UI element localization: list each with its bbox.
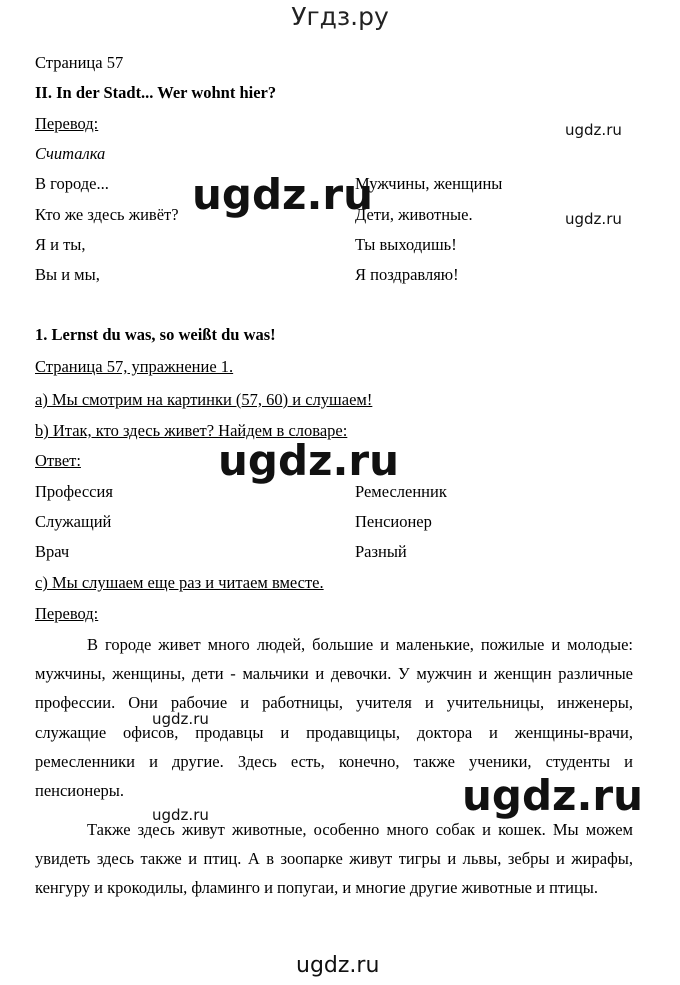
word-right: Разный <box>355 542 407 561</box>
poem-line-left: Вы и мы, <box>35 265 100 284</box>
page-label: Страница 57 <box>35 53 124 72</box>
watermark: ugdz.ru <box>192 170 374 219</box>
watermark: ugdz.ru <box>218 436 400 485</box>
word-left: Врач <box>35 542 70 561</box>
word-left: Служащий <box>35 512 112 531</box>
poem-title: Считалка <box>35 144 106 163</box>
exercise-title: 1. Lernst du was, so weißt du was! <box>35 325 276 344</box>
word-left: Профессия <box>35 482 113 501</box>
word-right: Ремесленник <box>355 482 447 501</box>
poem-line-right: Я поздравляю! <box>355 265 459 284</box>
exercise-ref: Страница 57, упражнение 1. <box>35 357 234 376</box>
poem-line-right: Мужчины, женщины <box>355 174 503 193</box>
watermark: ugdz.ru <box>296 953 380 978</box>
task-a: a) Мы смотрим на картинки (57, 60) и слушаем! <box>35 390 373 409</box>
answer-label: Ответ: <box>35 451 81 470</box>
watermark: ugdz.ru <box>152 806 209 824</box>
translation-paragraph-1: В городе живет много людей, большие и маленькие, пожилые и молодые: мужчины, женщины, дети - мальчики и девочки. У мужчин и женщин различные профессии. Они рабочие и работницы, учителя и учительницы, инженеры, служащие офисов, продавцы и продавщицы, доктора и женщины-врачи, ремесленники и другие. Здесь есть, конечно, также ученики, студенты и пенсионеры. <box>35 635 633 801</box>
poem-line-left: В городе... <box>35 174 109 193</box>
watermark: ugdz.ru <box>565 210 622 228</box>
site-title: Угдз.ру <box>291 2 389 31</box>
task-c: c) Мы слушаем еще раз и читаем вместе. <box>35 573 324 592</box>
watermark: ugdz.ru <box>152 710 209 728</box>
task-b: b) Итак, кто здесь живет? Найдем в словаре: <box>35 421 348 440</box>
poem-line-right: Дети, животные. <box>355 205 473 224</box>
text-translation-label: Перевод: <box>35 604 99 623</box>
section-title: II. In der Stadt... Wer wohnt hier? <box>35 83 277 102</box>
poem-line-right: Ты выходишь! <box>355 235 457 254</box>
watermark: ugdz.ru <box>462 771 644 820</box>
poem-line-left: Я и ты, <box>35 235 86 254</box>
poem-translation-label: Перевод: <box>35 114 99 133</box>
watermark: ugdz.ru <box>565 121 622 139</box>
word-right: Пенсионер <box>355 512 432 531</box>
poem-line-left: Кто же здесь живёт? <box>35 205 179 224</box>
translation-paragraph-2: Также здесь живут животные, особенно много собак и кошек. Мы можем увидеть здесь также и птиц. А в зоопарке живут тигры и львы, зебры и жирафы, кенгуру и крокодилы, фламинго и попугаи, и многие другие животные и птицы. <box>35 820 633 898</box>
